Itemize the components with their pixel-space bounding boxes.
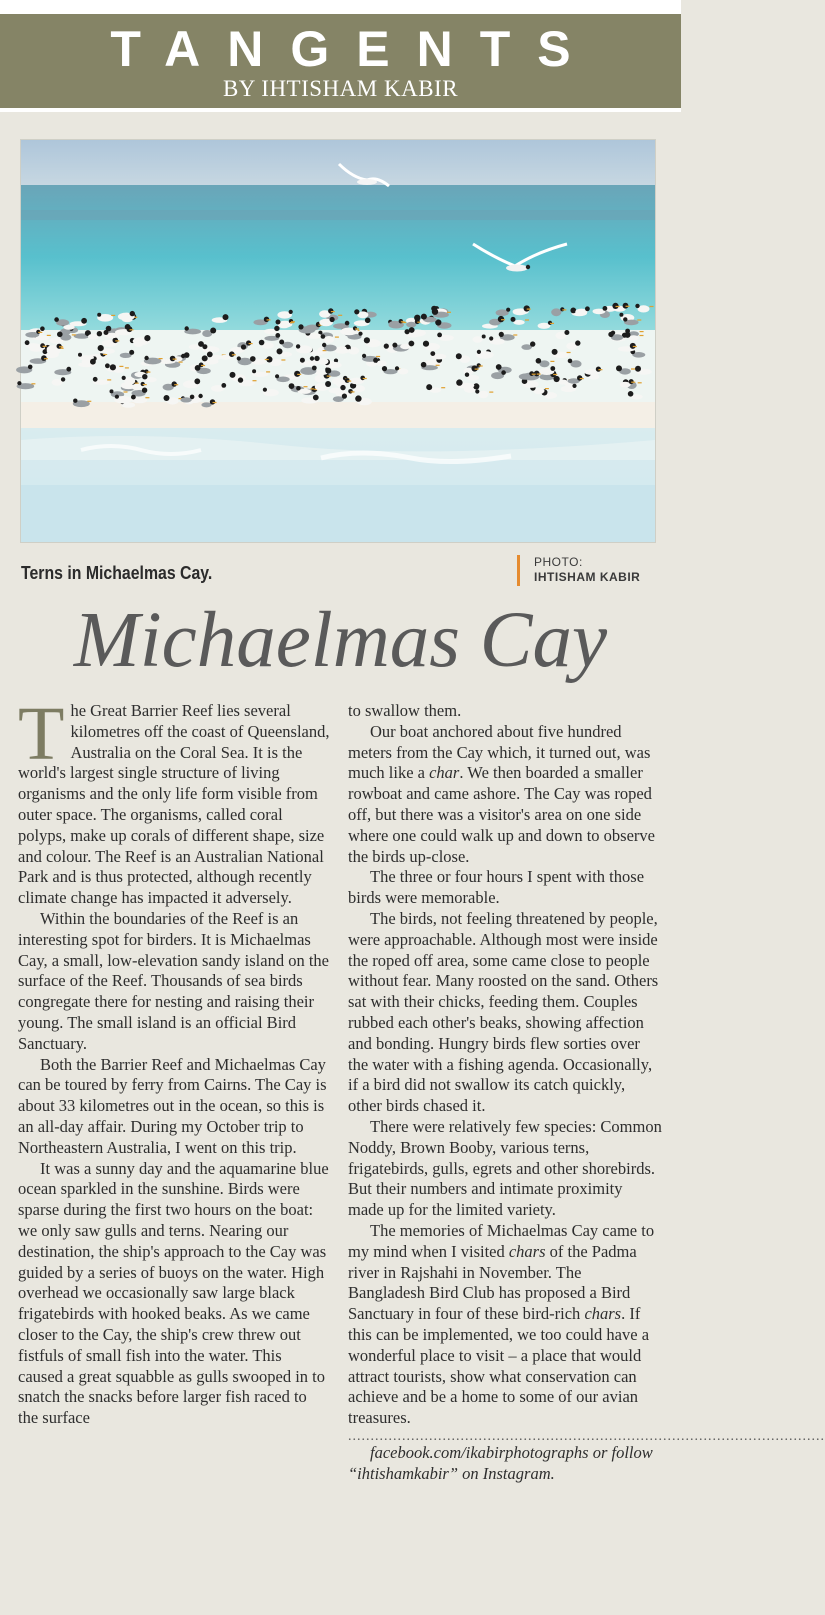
dotted-divider: .......................................................................................................... xyxy=(348,1428,825,1444)
photo-caption: Terns in Michaelmas Cay. xyxy=(21,563,213,583)
photo-credit-name: IHTISHAM KABIR xyxy=(534,570,641,584)
drop-cap: T xyxy=(18,692,65,776)
paragraph-7: The birds, not feeling threatened by people, were approachable. Although most were inside the roped off area, some came close to people without fear. Many roosted on the sand. Others sat with their chicks, feeding them. Couples rubbed each other's beaks, showing affection and bonding. Hungry birds flew sorties over the water with a fishing agenda. Occasionally, if a bird did not swallow its catch quickly, other birds chased it. xyxy=(348,908,659,1116)
top-band xyxy=(0,0,681,14)
paragraph-8: There were relatively few species: Common Noddy, Brown Booby, various terns, frigatebirds, gulls, egrets and other shorebirds. But their numbers and intimate proximity made up for the limited variety. xyxy=(348,1116,662,1220)
terns-photo-illustration xyxy=(21,140,655,542)
masthead xyxy=(0,14,681,108)
paragraph-5: Our boat anchored about five hundred meters from the Cay which, it turned out, was much like a char. We then boarded a smaller rowboat and came ashore. The Cay was roped off, but there was a visitor's area on one side where one could walk up and down to observe the birds up-close. xyxy=(348,721,655,866)
footer-note: facebook.com/ikabirphotographs or follow “ihtishamkabir” on Instagram. xyxy=(348,1442,653,1483)
paragraph-3: Both the Barrier Reef and Michaelmas Cay can be toured by ferry from Cairns. The Cay is about 33 kilometres out in the ocean, so this is an all-day affair. During my October trip to Northeastern Australia, I went on this trip. xyxy=(18,1054,327,1157)
article-headline: Michaelmas Cay xyxy=(73,597,608,684)
photo-credit xyxy=(517,555,640,586)
article-photo xyxy=(20,139,656,543)
photo-credit-label: PHOTO: xyxy=(534,555,583,569)
paragraph-6: The three or four hours I spent with those birds were memorable. xyxy=(348,867,645,908)
article-column-left xyxy=(18,692,330,1429)
masthead-divider xyxy=(0,108,681,112)
paragraph-4: It was a sunny day and the aquamarine blue ocean sparkled in the sunshine. Birds were sparse during the first two hours on the boat: we only saw gulls and terns. Nearing our destination, the ship's approach to the Cay was guided by a series of buoys on the water. High overhead we occasionally saw large black frigatebirds with hooked beaks. As we came closer to the Cay, the ship's crew threw out fistfuls of small fish into the water. This caused a great squabble as gulls swooped in to snatch the snacks before larger fish raced to the surface xyxy=(18,1158,329,1428)
paragraph-2: Within the boundaries of the Reef is an interesting spot for birders. It is Michaelmas Cay, a small, low-elevation sandy island on the surface of the Reef. Thousands of sea birds congregate there for nesting and raising their young. The small island is an official Bird Sanctuary. xyxy=(18,908,329,1053)
article-column-right xyxy=(348,701,825,1484)
paragraph-4-continued: to swallow them. xyxy=(348,701,462,720)
column-title: TANGENTS xyxy=(110,21,598,77)
paragraph-9: The memories of Michaelmas Cay came to my mind when I visited chars of the Padma river in Rajshahi in November. The Bangladesh Bird Club has proposed a Bird Sanctuary in four of these bird-rich chars. If this can be implemented, we too could have a wonderful place to visit – a place that would attract tourists, show what conservation can achieve and be a home to some of our avian treasures. xyxy=(348,1220,655,1428)
byline: BY IHTISHAM KABIR xyxy=(222,76,459,101)
paragraph-1: The Great Barrier Reef lies several kilometres off the coast of Queensland, Australia on the Coral Sea. It is the world's largest single structure of living organisms and the only life form visible from outer space. The organisms, called coral polyps, make up corals of different shape, size and colour. The Reef is an Australian National Park and is thus protected, although recently climate change has impacted it adversely. xyxy=(18,692,330,908)
